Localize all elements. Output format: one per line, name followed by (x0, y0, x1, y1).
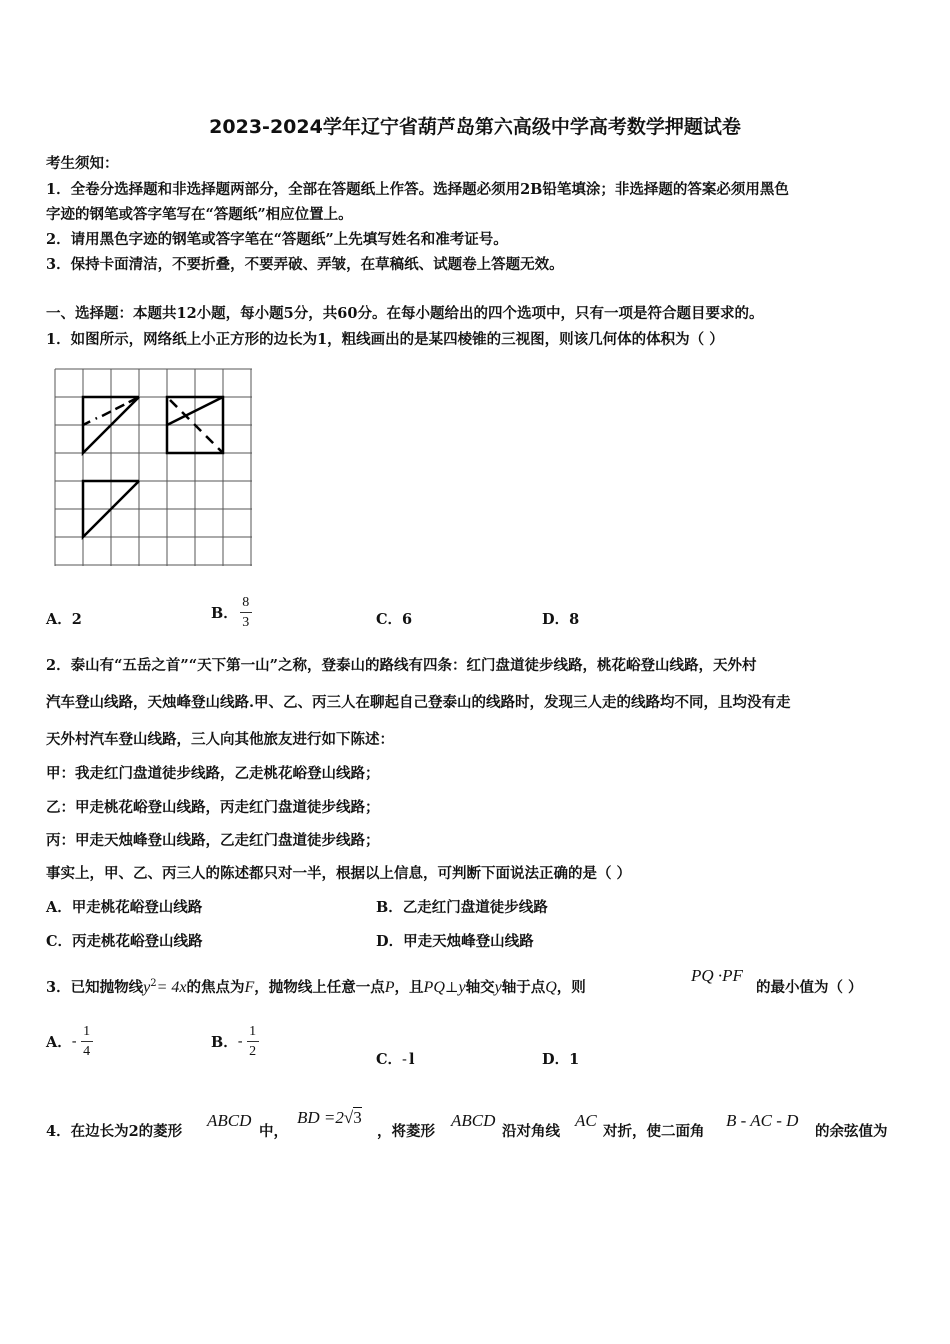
q3-option-c-label: C． (376, 1051, 403, 1068)
q4-math-abcd: ABCD (207, 1111, 252, 1130)
q1-option-b-numerator: 8 (242, 595, 250, 610)
q3-option-a-label: A． (46, 1034, 72, 1051)
q1-option-a: A．2 (46, 611, 82, 628)
q3-text-2: 的焦点为 (186, 979, 245, 996)
sqrt-icon: √ (343, 1108, 354, 1127)
q1-option-c: C．6 (376, 611, 413, 628)
q3-option-a (46, 1024, 95, 1059)
q3-text-7: ，则 (556, 979, 586, 996)
q4-text-1: 4．在边长为2的菱形 (46, 1123, 183, 1140)
q1-option-b-label: B． (211, 605, 238, 622)
q3-math-4x: = 4x (156, 979, 187, 996)
q3-math-q: Q (545, 979, 557, 996)
q4-math-bd-text: BD =2 (297, 1108, 344, 1127)
q4-text-2: 中， (259, 1123, 288, 1140)
q3-option-c-value: l (408, 1051, 415, 1068)
q1-stem: 1．如图所示，网络纸上小正方形的边长为1，粗线画出的是某四棱锥的三视图，则该几何体的体积为（ ） (46, 331, 724, 348)
q4-math-abcd-2: ABCD (451, 1111, 496, 1130)
q3-option-a-minus: - (71, 1033, 77, 1050)
q3-math-y: y (143, 979, 151, 996)
q2-statement-jia: 甲：我走红门盘道徒步线路，乙走桃花峪登山线路； (46, 765, 380, 782)
q3-option-b-label: B． (211, 1034, 238, 1051)
q2-option-b: B．乙走红门盘道徒步线路 (376, 899, 548, 916)
q3-option-d: D．1 (542, 1051, 580, 1068)
q3-text-5: 轴交 (465, 979, 495, 996)
notice-line-3: 3．保持卡面清洁，不要折叠，不要弄破、弄皱，在草稿纸、试题卷上答题无效。 (46, 256, 564, 273)
q3-option-b-numerator: 1 (249, 1024, 257, 1039)
q4-math-bd (297, 1108, 362, 1128)
q3-stem (46, 976, 586, 997)
q3-math-sup: 2 (150, 978, 157, 990)
q3-option-a-denominator: 4 (83, 1044, 91, 1059)
notice-line-1b: 字迹的钢笔或答字笔写在“答题纸”相应位置上。 (46, 206, 353, 223)
q1-option-b-denominator: 3 (242, 615, 250, 630)
q4-math-angle: B - AC - D (726, 1111, 799, 1130)
q4-math-sqrt-value: 3 (353, 1108, 362, 1127)
q4-text-4: 沿对角线 (502, 1123, 560, 1140)
q3-math-p: P (384, 979, 395, 996)
q2-line-2: 汽车登山线路，天烛峰登山线路.甲、乙、丙三人在聊起自己登泰山的线路时，发现三人走的线路均不同，且均没有走 (46, 694, 791, 711)
q3-math-y3: y (494, 979, 502, 996)
q4-math-ac: AC (575, 1111, 597, 1130)
q2-option-d: D．甲走天烛峰登山线路 (376, 933, 534, 950)
q3-text-3: ，抛物线上任意一点 (254, 979, 385, 996)
q4-text-3: ，将菱形 (377, 1123, 435, 1140)
q4-text-5: 对折，使二面角 (603, 1123, 705, 1140)
q1-option-d: D．8 (542, 611, 580, 628)
q2-line-1: 2．泰山有“五岳之首”“天下第一山”之称，登泰山的路线有四条：红门盘道徒步线路，桃花峪登山线路，天外村 (46, 657, 757, 674)
q2-question: 事实上，甲、乙、丙三人的陈述都只对一半，根据以上信息，可判断下面说法正确的是（ ） (46, 865, 632, 882)
q1-option-b-fraction (240, 595, 252, 630)
q3-math-perp: ⊥ (444, 980, 459, 996)
q3-text-6: 轴于点 (501, 979, 546, 996)
q3-option-b-denominator: 2 (249, 1044, 257, 1059)
q2-line-3: 天外村汽车登山线路，三人向其他旅友进行如下陈述： (46, 731, 394, 748)
q3-dot-product: PQ ·PF (691, 966, 743, 985)
q3-text-1: 3．已知抛物线 (46, 979, 144, 996)
q3-option-c (376, 1048, 414, 1069)
q2-statement-bing: 丙：甲走天烛峰登山线路，乙走红门盘道徒步线路； (46, 832, 380, 849)
q3-text-8: 的最小值为（ ） (756, 979, 863, 996)
q3-math-y2: y (458, 979, 466, 996)
q3-option-a-fraction (81, 1024, 93, 1059)
q1-option-b (211, 595, 254, 630)
q3-text-4: ，且 (394, 979, 424, 996)
q3-option-b-fraction (247, 1024, 259, 1059)
q3-option-b (211, 1024, 261, 1059)
page-title: 2023-2024学年辽宁省葫芦岛第六高级中学高考数学押题试卷 (209, 116, 741, 138)
section-heading: 一、选择题：本题共12小题，每小题5分，共60分。在每小题给出的四个选项中，只有一项是符合题目要求的。 (46, 305, 764, 322)
notice-heading: 考生须知： (46, 155, 119, 172)
q3-option-a-numerator: 1 (83, 1024, 91, 1039)
q3-option-b-minus: - (237, 1033, 243, 1050)
notice-line-1a: 1．全卷分选择题和非选择题两部分，全部在答题纸上作答。选择题必须用2B铅笔填涂；非选择题的答案必须用黑色 (46, 181, 789, 198)
q3-math-f: F (244, 979, 255, 996)
q4-text-6: 的余弦值为 (815, 1123, 888, 1140)
notice-line-2: 2．请用黑色字迹的钢笔或答字笔在“答题纸”上先填写姓名和准考证号。 (46, 231, 508, 248)
q3-option-c-minus: - (402, 1052, 407, 1068)
q2-option-a: A．甲走桃花峪登山线路 (46, 899, 203, 916)
q3-math-pq: PQ (423, 979, 445, 996)
three-view-figure (52, 366, 256, 570)
q2-option-c: C．丙走桃花峪登山线路 (46, 933, 203, 950)
q2-statement-yi: 乙：甲走桃花峪登山线路，丙走红门盘道徒步线路； (46, 799, 380, 816)
